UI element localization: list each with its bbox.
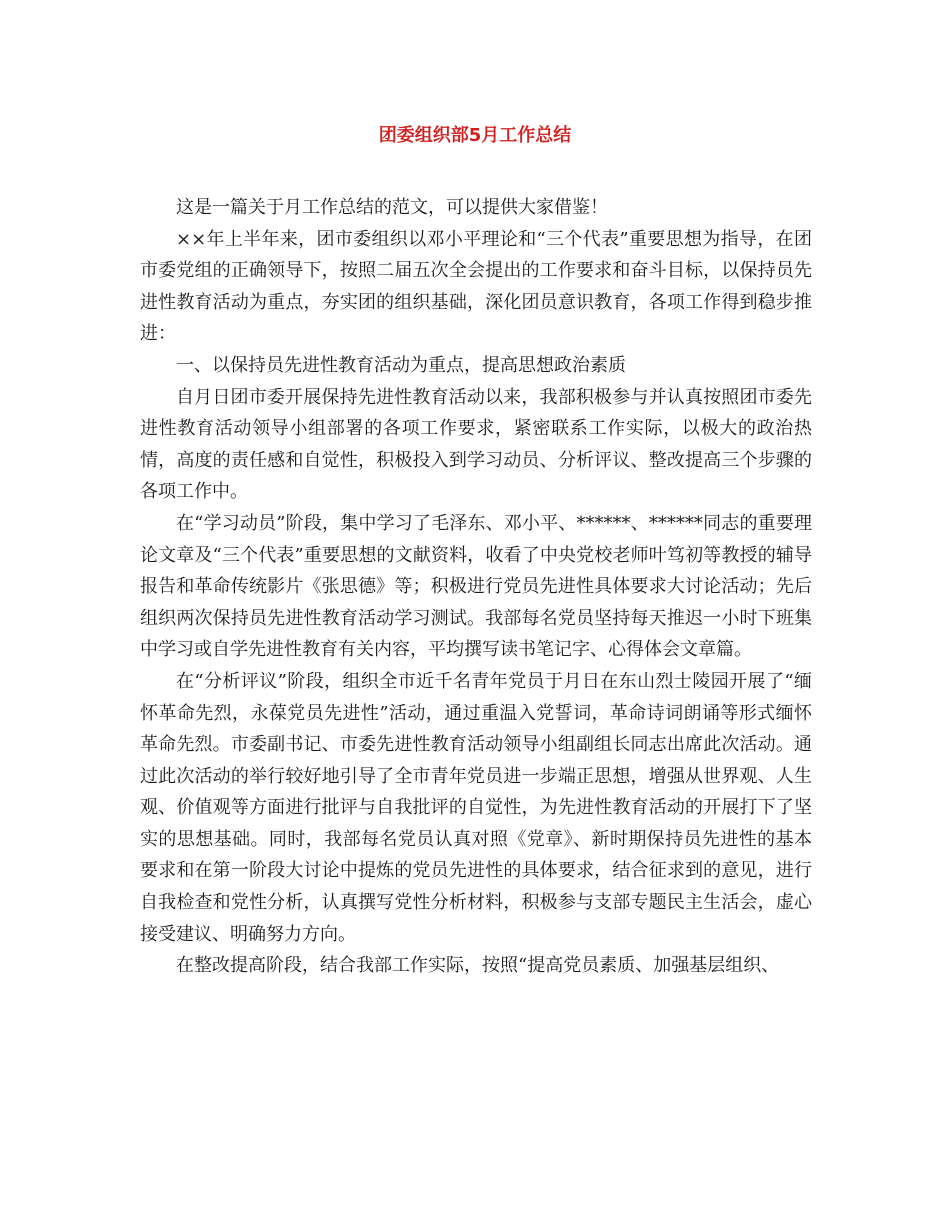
paragraph-intro: 这是一篇关于月工作总结的范文，可以提供大家借鉴！	[176, 197, 608, 218]
document-title: 团委组织部5月工作总结	[378, 125, 572, 146]
paragraph-review-phase: 在“分析评议”阶段，组织全市近千名青年党员于月日在东山烈士陵园开展了“缅怀革命先烈，永葆党员先进性”活动，通过重温入党誓词，革命诗词朗诵等形式缅怀革命先烈。市委副书记、市委先进性教育活动领导小组副组长同志出席此次活动。通过此次活动的举行较好地引导了全市青年党员进一步端正思想，增强从世界观、人生观、价值观等方面进行批评与自我批评的自觉性，为先进性教育活动的开展打下了坚实的思想基础。同时，我部每名党员认真对照《党章》、新时期保持员先进性的基本要求和在第一阶段大讨论中提炼的党员先进性的具体要求，结合征求到的意见，进行自我检查和党性分析，认真撰写党性分析材料，积极参与支部专题民主生活会，虚心接受建议、明确努力方向。	[140, 670, 812, 945]
paragraph-activity: 自月日团市委开展保持先进性教育活动以来，我部积极参与并认真按照团市委先进性教育活动领导小组部署的各项工作要求，紧密联系工作实际，以极大的政治热情，高度的责任感和自觉性，积极投入到学习动员、分析评议、整改提高三个步骤的各项工作中。	[140, 386, 812, 503]
paragraph-overview: ××年上半年来，团市委组织以邓小平理论和“三个代表”重要思想为指导，在团市委党组的正确领导下，按照二届五次全会提出的工作要求和奋斗目标，以保持员先进性教育活动为重点，夯实团的组织基础，深化团员意识教育，各项工作得到稳步推进：	[140, 228, 812, 345]
section-heading-1: 一、以保持员先进性教育活动为重点，提高思想政治素质	[176, 354, 626, 376]
paragraph-rectify-phase: 在整改提高阶段，结合我部工作实际，按照“提高党员素质、加强基层组织、	[176, 955, 780, 977]
document-body	[140, 192, 812, 982]
paragraph-study-phase: 在“学习动员”阶段，集中学习了毛泽东、邓小平、******、******同志的重要理论文章及“三个代表”重要思想的文献资料，收看了中央党校老师叶笃初等教授的辅导报告和革命传统影片《张思德》等；积极进行党员先进性具体要求大讨论活动；先后组织两次保持员先进性教育活动学习测试。我部每名党员坚持每天推迟一小时下班集中学习或自学先进性教育有关内容，平均撰写读书笔记字、心得体会文章篇。	[140, 512, 812, 661]
